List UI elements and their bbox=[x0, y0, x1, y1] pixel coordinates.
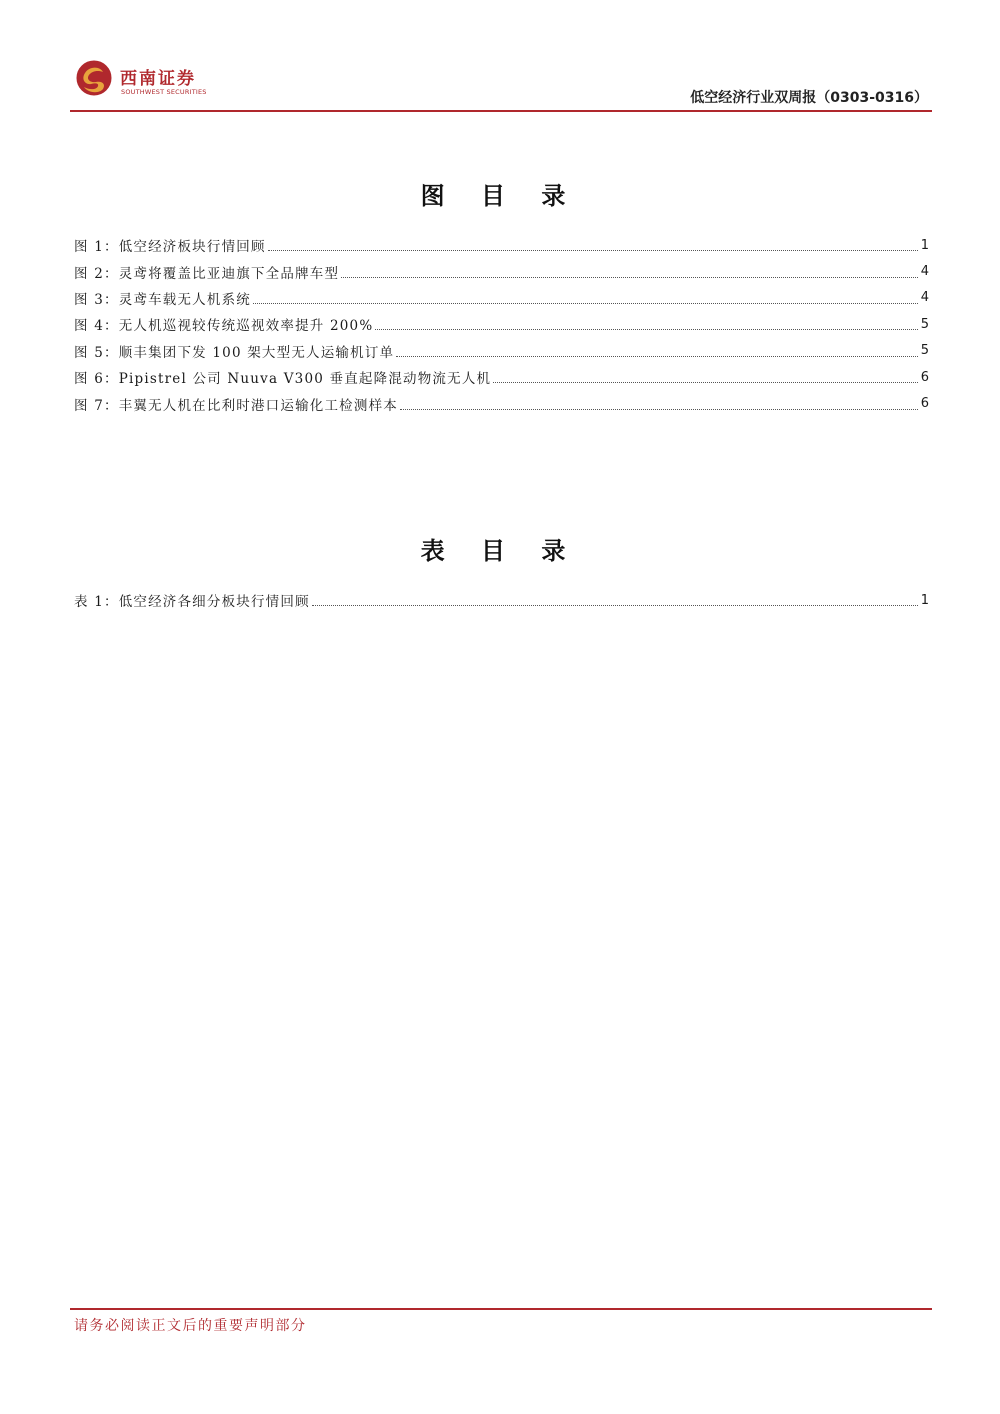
dot-leader bbox=[400, 408, 918, 410]
logo-english-name: SOUTHWEST SECURITIES bbox=[121, 88, 207, 96]
entry-title: 灵鸢车载无人机系统 bbox=[118, 291, 251, 308]
dot-leader bbox=[375, 328, 917, 330]
dot-leader bbox=[396, 355, 917, 357]
entry-page-number: 6 bbox=[920, 369, 929, 385]
figure-index-entry[interactable] bbox=[74, 364, 929, 390]
entry-page-number: 5 bbox=[920, 343, 929, 359]
figure-index-entry[interactable] bbox=[74, 338, 929, 364]
table-index-title: 表 目 录 bbox=[420, 536, 580, 565]
entry-title: 顺丰集团下发 100 架大型无人运输机订单 bbox=[118, 344, 395, 361]
figure-index-entry[interactable] bbox=[74, 232, 929, 258]
company-logo bbox=[76, 60, 216, 102]
report-title: 低空经济行业双周报（0303-0316） bbox=[690, 90, 928, 106]
entry-label: 图 7： bbox=[74, 397, 119, 414]
dot-leader bbox=[312, 604, 918, 606]
entry-label: 图 4： bbox=[74, 318, 119, 335]
table-index-list bbox=[74, 587, 929, 613]
figure-index-entry[interactable] bbox=[74, 311, 929, 337]
entry-page-number: 4 bbox=[920, 290, 929, 306]
figure-index-entry[interactable] bbox=[74, 258, 929, 284]
dot-leader bbox=[493, 381, 917, 383]
figure-index-title: 图 目 录 bbox=[420, 181, 580, 210]
entry-label: 图 2： bbox=[74, 265, 119, 282]
entry-page-number: 5 bbox=[920, 316, 929, 332]
southwest-securities-logo-icon bbox=[76, 60, 112, 96]
entry-label: 表 1： bbox=[74, 594, 119, 611]
entry-label: 图 6： bbox=[74, 371, 119, 388]
entry-page-number: 4 bbox=[920, 264, 929, 280]
entry-title: 低空经济各细分板块行情回顾 bbox=[118, 594, 310, 611]
entry-title: 无人机巡视较传统巡视效率提升 200% bbox=[118, 318, 374, 335]
figure-index-entry[interactable] bbox=[74, 390, 929, 416]
entry-title: 灵鸢将覆盖比亚迪旗下全品牌车型 bbox=[118, 265, 340, 282]
dot-leader bbox=[341, 276, 918, 278]
dot-leader bbox=[253, 302, 918, 304]
footer-divider bbox=[70, 1308, 932, 1310]
entry-label: 图 3： bbox=[74, 291, 119, 308]
figure-index-entry[interactable] bbox=[74, 285, 929, 311]
dot-leader bbox=[268, 249, 918, 251]
entry-title: 低空经济板块行情回顾 bbox=[118, 239, 266, 256]
entry-label: 图 5： bbox=[74, 344, 119, 361]
entry-page-number: 6 bbox=[920, 396, 929, 412]
entry-label: 图 1： bbox=[74, 239, 119, 256]
page-header bbox=[70, 58, 932, 112]
entry-title: 丰翼无人机在比利时港口运输化工检测样本 bbox=[118, 397, 398, 414]
entry-page-number: 1 bbox=[920, 592, 929, 608]
entry-title: Pipistrel 公司 Nuuva V300 垂直起降混动物流无人机 bbox=[118, 371, 492, 388]
header-divider bbox=[70, 110, 932, 112]
entry-page-number: 1 bbox=[920, 237, 929, 253]
table-index-entry[interactable] bbox=[74, 587, 929, 613]
logo-chinese-name: 西南证券 bbox=[120, 69, 196, 89]
footer-disclaimer: 请务必阅读正文后的重要声明部分 bbox=[74, 1318, 307, 1334]
figure-index-list bbox=[74, 232, 929, 417]
